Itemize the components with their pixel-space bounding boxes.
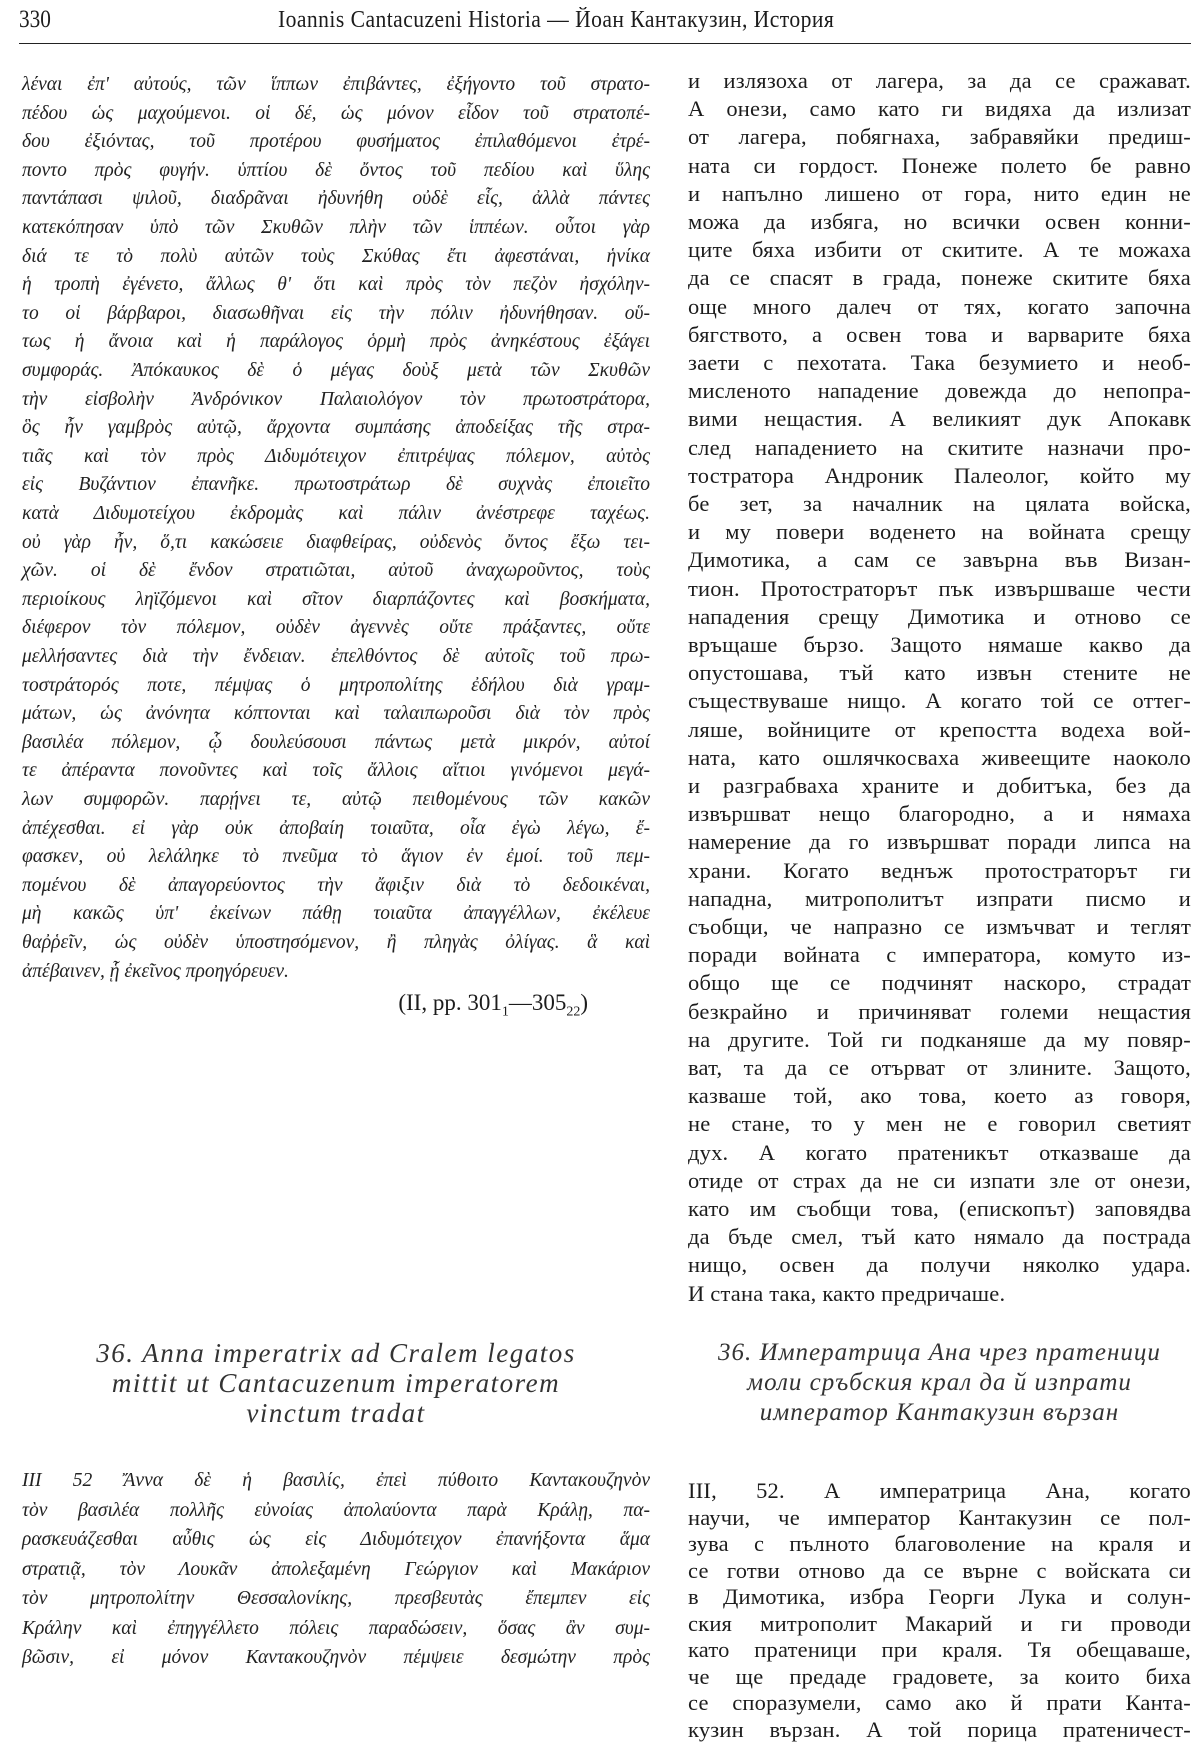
text-line: φασκεν, οὐ λελάληκε τὸ πνεῦμα τὸ ἅγιον ἐν ἐμοί. τοῦ πεμ- bbox=[22, 846, 650, 868]
text-line: διά τε τὸ πολὺ αὐτῶν τοὺς Σκύθας ἔτι ἀφεστάναι, ἡνίκα bbox=[22, 245, 650, 267]
text-line: да се спасят в града, понеже скитите бяха bbox=[688, 265, 1191, 291]
text-line: да бъде смел, тъй като нямало да пострада bbox=[688, 1224, 1191, 1250]
text-line: ната си гордост. Понеже полето бе равно bbox=[688, 152, 1191, 178]
text-line: безкрайно и причиняват големи нещастия bbox=[688, 998, 1191, 1024]
heading-line: 36. Anna imperatrix ad Cralem legatos bbox=[96, 1338, 576, 1368]
text-line: στρατιᾷ, τὸν Λουκᾶν ἀπολεξαμένη Γεώργιον καὶ Μακάριον bbox=[22, 1558, 650, 1580]
text-line: общо ще се подчинят наскоро, страдат bbox=[688, 970, 1191, 996]
heading-line: император Кантакузин вързан bbox=[759, 1399, 1120, 1426]
text-line: τὸν μητροπολίτην Θεσσαλονίκης, πρεσβευτὰς ἔπεμπεν εἰς bbox=[22, 1588, 650, 1609]
text-line: можа да избяга, но всички освен конни- bbox=[688, 209, 1191, 234]
text-line: А онези, само като ги видяха да излизат bbox=[688, 96, 1191, 122]
text-line: заети с пехотата. Така безумието и необ- bbox=[688, 350, 1191, 375]
text-line: μελλήσαντες διὰ τὴν ἔνδειαν. ἐπελθόντος δὲ αὐτοῖς τοῦ πρω- bbox=[22, 646, 650, 667]
text-line: παντάπασι ψιλοῦ, διαδρᾶναι ἠδυνήθη οὐδὲ εἷς, ἀλλὰ πάντες bbox=[22, 188, 650, 210]
text-line: εἰς Βυζάντιον ἐπανῆκε. πρωτοστράτωρ δὲ συχνὰς ἐποιεῖτο bbox=[22, 474, 650, 496]
heading-line: vinctum tradat bbox=[246, 1398, 426, 1428]
text-line: тостратора Андроник Палеолог, който му bbox=[688, 462, 1191, 488]
text-line: τὸν βασιλέα πολλῆς εὐνοίας ἀπολαύοντα παρὰ Κράλῃ, πα- bbox=[22, 1499, 650, 1521]
text-line: ποντο πρὸς φυγήν. ὑπτίου δὲ ὄντος τοῦ πεδίου καὶ ὕλης bbox=[22, 159, 650, 181]
text-line: ὃς ἦν γαμβρὸς αὐτῷ, ἄρχοντα συμπάσης ἀποδείξας τῆς στρα- bbox=[22, 417, 650, 439]
text-line: кузин вързан. А той порица пратеничест- bbox=[688, 1716, 1191, 1742]
text-line: опустошава, тъй като извън стените не bbox=[688, 660, 1191, 686]
text-line: ἀπέβαινεν, ᾗ ἐκεῖνος προηγόρευεν. bbox=[22, 960, 289, 982]
text-line: поради войната с императора, комуто из- bbox=[688, 942, 1191, 968]
text-line: връщаше бързо. Защото нямаше какво да bbox=[688, 632, 1191, 657]
text-line: τὴν εἰσβολὴν Ἀνδρόνικον Παλαιολόγον τὸν πρωτοστράτορα, bbox=[22, 388, 650, 410]
text-line: И стана така, както предричаше. bbox=[688, 1280, 1006, 1306]
text-line: χῶν. οἱ δὲ ἔνδον στρατιῶται, αὐτοῦ ἀναχωροῦντος, τοὺς bbox=[22, 560, 650, 582]
text-line: още много далеч от тях, когато започна bbox=[688, 293, 1191, 319]
text-line: ляше, войниците от крепостта водеха вой- bbox=[688, 716, 1191, 742]
text-line: и разграбваха храните и добитъка, без да bbox=[688, 773, 1191, 798]
text-line: се готви отново да се върне с войската си bbox=[688, 1557, 1191, 1583]
text-line: след нападението на скитите назначи про- bbox=[688, 434, 1191, 460]
text-line: μὴ κακῶς ὑπ' ἐκείνων πάθῃ τοιαῦτα ἀπαγγέλλων, ἐκέλευε bbox=[22, 903, 650, 925]
text-line: вими нещастия. А великият дук Апокавк bbox=[688, 406, 1191, 432]
heading-line: моли сръбския крал да й изпрати bbox=[747, 1369, 1132, 1396]
header-rule bbox=[19, 43, 1191, 44]
text-line: отиде от страх да не си изпати зле от онези, bbox=[688, 1167, 1191, 1193]
running-title: Ioannis Cantacuzeni Historia — Йоан Кантакузин, История bbox=[278, 7, 835, 33]
text-line: бе зет, за началник на цялата войска, bbox=[688, 491, 1191, 516]
text-line: το οἱ βάρβαροι, διασωθῆναι εἰς τὴν πόλιν ἠδυνήθησαν. οὕ- bbox=[22, 302, 650, 324]
citation-open: (II, pp. 301 bbox=[398, 990, 502, 1015]
text-line: μάτων, ὡς ἀνόνητα κόπτονται καὶ ταλαιπωροῦσι διὰ τὸν πρὸς bbox=[22, 703, 650, 725]
text-line: зува с пълното благоволение на краля и bbox=[688, 1531, 1191, 1556]
text-line: συμφοράς. Ἀπόκαυκος δὲ ὁ μέγας δοὺξ μετὰ τῶν Σκυθῶν bbox=[22, 360, 650, 381]
text-line: храни. Когато веднъж протостраторът ги bbox=[688, 857, 1191, 883]
text-line: ната, като ошлячкосваха живеещите наоколо bbox=[688, 744, 1191, 770]
text-line: бягството, а освен това и варварите бяха bbox=[688, 321, 1191, 347]
text-line: ἡ τροπὴ ἐγένετο, ἄλλως θ' ὅτι καὶ πρὸς τὸν πεζὸν ἠσχόλην- bbox=[22, 274, 650, 296]
text-line: и му повери воденето на войната срещу bbox=[688, 519, 1191, 545]
text-line: дух. А когато пратеникът отказваше да bbox=[688, 1139, 1191, 1165]
text-line: ἀπέχεσθαι. εἰ γὰρ οὐκ ἀποβαίη τοιαῦτα, οἷα ἐγὼ λέγω, ἔ- bbox=[22, 817, 650, 839]
text-line: ρασκευάζεσθαι αὖθις ὡς εἰς Διδυμότειχον ἐπανήξοντα ἅμα bbox=[22, 1529, 650, 1550]
text-line: като пратеници при краля. Тя обещаваше, bbox=[688, 1637, 1191, 1662]
text-line: βῶσιν, εἰ μόνον Καντακουζηνὸν πέμψειε δεσμώτην πρὸς bbox=[22, 1647, 650, 1668]
text-line: съобщи, че напразно се измъчват и теглят bbox=[688, 914, 1191, 939]
text-line: като им съобщи това, (епископът) заповядва bbox=[688, 1196, 1191, 1221]
text-line: не стане, то у мен не е говорил светият bbox=[688, 1111, 1191, 1137]
citation-dash: —305 bbox=[508, 990, 567, 1015]
text-line: κατεκόπησαν ὑπὸ τῶν Σκυθῶν πλὴν τῶν ἱππέων. οὗτοι γὰρ bbox=[22, 217, 650, 238]
text-line: съществуваше нищо. А когато той се оттег- bbox=[688, 688, 1191, 714]
page-number: 330 bbox=[19, 6, 51, 33]
citation-sub1: 1 bbox=[501, 1004, 509, 1020]
text-line: τοστράτορός ποτε, πέμψας ὁ μητροπολίτης ἐδήλου διὰ γραμ- bbox=[22, 674, 650, 696]
text-line: казваше той, ако това, което аз говоря, bbox=[688, 1083, 1191, 1109]
text-line: Κράλην καὶ ἐπηγγέλλετο πόλεις παραδώσειν, ὅσας ἂν συμ- bbox=[22, 1617, 650, 1639]
text-line: λέναι ἐπ' αὐτούς, τῶν ἵππων ἐπιβάντες, ἐξήγοντο τοῦ στρατο- bbox=[22, 74, 650, 95]
text-line: τε ἀπέραντα πονοῦντες καὶ τοῖς ἄλλοις αἴτιοι γινόμενοι μεγά- bbox=[22, 760, 650, 782]
text-line: се споразумели, само ако й прати Канта- bbox=[688, 1690, 1191, 1715]
text-line: че ще предаде градовете, за които биха bbox=[688, 1663, 1191, 1689]
text-line: θαῤῥεῖν, ὡς οὐδὲν ὑποστησόμενον, ἢ πληγὰς ὀλίγας. ἃ καὶ bbox=[22, 932, 650, 953]
text-line: научи, че император Кантакузин се пол- bbox=[688, 1504, 1191, 1530]
text-line: ват, та да се отърват от злините. Защото, bbox=[688, 1055, 1191, 1080]
text-line: λων συμφορῶν. παρῄνει τε, αὐτῷ πειθομένους τῶν κακῶν bbox=[22, 789, 650, 810]
text-line: τως ἡ ἄνοια καὶ ἡ παράλογος ὁρμὴ πρὸς ἀνηκέστους ἐξάγει bbox=[22, 331, 650, 353]
text-line: в Димотика, избра Георги Лука и солун- bbox=[688, 1584, 1191, 1609]
text-line: ΙΙΙ 52 Ἄννα δὲ ἡ βασιλίς, ἐπεὶ πύθοιτο Καντακουζηνὸν bbox=[22, 1470, 650, 1491]
text-line: βασιλέα πόλεμον, ᾧ δουλεύσουσι πάντως μετὰ μικρόν, αὐτοί bbox=[22, 731, 650, 753]
text-line: и излязоха от лагера, за да се сражават. bbox=[688, 68, 1191, 93]
text-line: οὐ γὰρ ἦν, ὅ,τι κακώσειε διαφθείρας, οὐδενὸς ὄντος ἔξω τει- bbox=[22, 531, 650, 553]
text-line: πομένου δὲ ἀπαγορεύοντος τὴν ἄφιξιν διὰ τὸ δεδοικέναι, bbox=[22, 874, 650, 896]
text-line: извършват нещо благородно, а и нямаха bbox=[688, 801, 1191, 827]
citation-sub2: 22 bbox=[566, 1004, 581, 1020]
text-line: и напълно лишено от гора, нито един не bbox=[688, 180, 1191, 206]
text-line: δου ἐξιόντας, τοῦ προτέρου φυσήματος ἐπιλαθόμενοι ἐτρέ- bbox=[22, 131, 650, 153]
text-line: τιᾶς καὶ τὸν πρὸς Διδυμότειχον ἐπιτρέψας πόλεμον, αὐτὸς bbox=[22, 445, 650, 467]
text-line: κατὰ Διδυμοτείχου ἐκδρομὰς καὶ πάλιν ἀνέστρεφε ταχέως. bbox=[22, 503, 650, 524]
text-line: нищо, освен да получи няколко удара. bbox=[688, 1252, 1191, 1278]
bulgarian-section-heading bbox=[688, 1338, 1191, 1428]
text-line: ците бяха избити от скитите. А те можаха bbox=[688, 237, 1191, 263]
heading-line: mittit ut Cantacuzenum imperatorem bbox=[111, 1368, 561, 1398]
latin-section-heading bbox=[22, 1338, 650, 1428]
text-line: ския митрополит Макарий и ги проводи bbox=[688, 1610, 1191, 1636]
text-line: III, 52. А императрица Ана, когато bbox=[688, 1478, 1191, 1503]
text-line: на другите. Той ги подканяше да му повяр- bbox=[688, 1026, 1191, 1052]
heading-line: 36. Императрица Ана чрез пратеници bbox=[718, 1339, 1161, 1366]
text-line: от лагера, побягнаха, забравяйки предиш- bbox=[688, 124, 1191, 150]
text-line: мисленото нападение довежда до непопра- bbox=[688, 378, 1191, 404]
text-line: περιοίκους ληϊζόμενοι καὶ σῖτον διαρπάζοντες καὶ βοσκήματα, bbox=[22, 588, 650, 610]
citation-close: ) bbox=[580, 990, 588, 1015]
source-citation bbox=[398, 990, 588, 1021]
text-line: διέφερον τὸν πόλεμον, οὐδὲν ἀγεννὲς οὔτε πράξαντες, οὔτε bbox=[22, 617, 650, 639]
text-line: πέδου ὡς μαχούμενοι. οἱ δέ, ὡς μόνον εἶδον τοῦ στρατοπέ- bbox=[22, 102, 650, 124]
text-line: нападения срещу Димотика и отново се bbox=[688, 603, 1191, 629]
text-line: намерение да го извършват поради липса на bbox=[688, 829, 1191, 855]
text-line: нападна, митрополитът изпрати писмо и bbox=[688, 885, 1191, 911]
text-line: тион. Протостраторът пък извършваше чести bbox=[688, 575, 1191, 601]
text-line: Димотика, а сам се завърна във Визан- bbox=[688, 547, 1191, 573]
